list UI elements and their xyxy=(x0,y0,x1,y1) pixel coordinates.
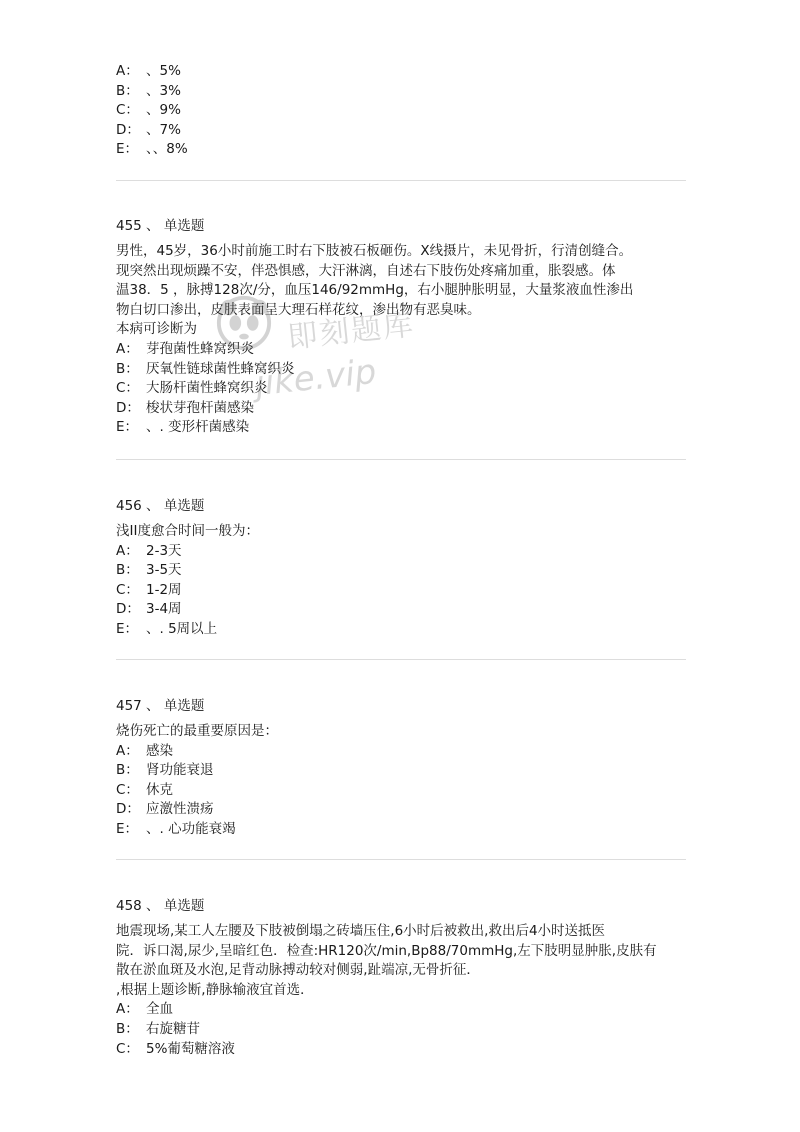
option-key: D： xyxy=(116,399,140,416)
option-text: 休克 xyxy=(146,781,173,798)
option-text: 3-5天 xyxy=(146,562,182,579)
option-key: A： xyxy=(116,742,139,759)
option-key: B： xyxy=(116,562,139,579)
option-key: E： xyxy=(116,419,139,436)
previous-question-options xyxy=(116,62,686,160)
stem-line: 烧伤死亡的最重要原因是： xyxy=(116,723,278,739)
option-key: A： xyxy=(116,1001,139,1018)
option-text: 感染 xyxy=(146,742,173,759)
option-b[interactable] xyxy=(116,360,686,380)
option-text: 、. 变形杆菌感染 xyxy=(146,419,250,436)
option-text: 、5% xyxy=(146,63,181,79)
option-key: C： xyxy=(116,781,139,798)
option-a[interactable] xyxy=(116,1000,686,1020)
divider xyxy=(116,659,686,660)
option-key: A： xyxy=(116,340,139,357)
option-text: 厌氧性链球菌性蜂窝织炎 xyxy=(146,360,295,377)
watermark-brand: 即刻题库 xyxy=(285,307,417,356)
option-row xyxy=(116,82,686,102)
stem-line: 温38．5 ，脉搏128次/分，血压146/92mmHg，右小腿肿胀明显，大量浆液血性渗出 xyxy=(116,282,634,299)
stem-line: 散在淤血斑及水泡,足背动脉搏动较对侧弱,趾端凉,无骨折征． xyxy=(116,962,480,979)
option-text: 应激性溃疡 xyxy=(146,801,214,818)
option-text: 、、8% xyxy=(146,141,188,158)
watermark-url: jike.vip xyxy=(253,351,379,405)
option-key: B： xyxy=(116,762,139,779)
divider xyxy=(116,859,686,860)
stem-line: 院．诉口渴,尿少,呈暗红色．检查:HR120次/min,Bp88/70mmHg,左下肢明显肿胀,皮肤有 xyxy=(116,942,657,959)
option-key: B： xyxy=(116,82,139,99)
stem-line: 地震现场,某工人左腰及下肢被倒塌之砖墙压住,6小时后被救出,救出后4小时送抵医 xyxy=(116,923,606,939)
option-d[interactable] xyxy=(116,800,686,820)
question-header: 456 、 单选题 xyxy=(116,498,205,514)
option-e[interactable] xyxy=(116,820,686,840)
question-456 xyxy=(116,496,686,640)
option-key: C： xyxy=(116,380,139,397)
option-c[interactable] xyxy=(116,379,686,399)
option-b[interactable] xyxy=(116,761,686,781)
option-e[interactable] xyxy=(116,620,686,640)
option-text: 芽孢菌性蜂窝织炎 xyxy=(146,340,254,357)
option-a[interactable] xyxy=(116,542,686,562)
option-c[interactable] xyxy=(116,581,686,601)
option-text: 1-2周 xyxy=(146,581,182,598)
divider xyxy=(116,459,686,460)
option-e[interactable] xyxy=(116,418,686,438)
option-c[interactable] xyxy=(116,781,686,801)
option-text: 肾功能衰退 xyxy=(146,762,214,779)
question-header: 458 、 单选题 xyxy=(116,898,205,914)
option-text: 大肠杆菌性蜂窝织炎 xyxy=(146,380,268,397)
option-row xyxy=(116,101,686,121)
option-text: 5%葡萄糖溶液 xyxy=(146,1040,235,1057)
option-text: 右旋糖苷 xyxy=(146,1020,200,1037)
option-text: 、. 心功能衰竭 xyxy=(146,820,236,837)
option-key: A： xyxy=(116,63,139,79)
option-d[interactable] xyxy=(116,399,686,419)
option-text: 、7% xyxy=(146,121,181,138)
option-b[interactable] xyxy=(116,1020,686,1040)
stem-line: 物白切口渗出，皮肤表面呈大理石样花纹，渗出物有恶臭味。 xyxy=(116,301,481,318)
option-row xyxy=(116,62,686,82)
option-a[interactable] xyxy=(116,340,686,360)
option-text: 、9% xyxy=(146,102,181,119)
option-d[interactable] xyxy=(116,600,686,620)
stem-line: 男性，45岁，36小时前施工时右下肢被石板砸伤。X线摄片，未见骨折，行清创缝合。 xyxy=(116,243,633,259)
option-key: D： xyxy=(116,601,140,618)
stem-line: 浅II度愈合时间一般为： xyxy=(116,523,259,539)
option-key: C： xyxy=(116,102,139,119)
option-key: D： xyxy=(116,121,140,138)
option-text: 梭状芽孢杆菌感染 xyxy=(146,399,254,416)
option-text: 2-3天 xyxy=(146,542,182,559)
question-457 xyxy=(116,696,686,840)
option-text: 全血 xyxy=(146,1001,173,1018)
question-header: 457 、 单选题 xyxy=(116,698,205,714)
option-b[interactable] xyxy=(116,561,686,581)
option-text: 、. 5周以上 xyxy=(146,620,218,637)
option-key: B： xyxy=(116,1020,139,1037)
stem-line: ,根据上题诊断,静脉输液宜首选． xyxy=(116,981,314,998)
question-stem xyxy=(116,522,686,542)
question-stem xyxy=(116,922,686,1000)
option-text: 3-4周 xyxy=(146,601,182,618)
stem-line: 本病可诊断为 xyxy=(116,321,197,338)
option-a[interactable] xyxy=(116,742,686,762)
question-stem xyxy=(116,242,686,340)
option-row xyxy=(116,140,686,160)
option-row xyxy=(116,121,686,141)
question-stem xyxy=(116,722,686,742)
option-key: E： xyxy=(116,820,139,837)
divider xyxy=(116,180,686,181)
option-c[interactable] xyxy=(116,1040,686,1060)
stem-line: 现突然出现烦躁不安，伴恐惧感，大汗淋漓，自述右下肢伤处疼痛加重，胀裂感。体 xyxy=(116,262,616,279)
option-key: C： xyxy=(116,1040,139,1057)
option-key: A： xyxy=(116,542,139,559)
question-458 xyxy=(116,896,686,1059)
option-key: E： xyxy=(116,620,139,637)
option-key: C： xyxy=(116,581,139,598)
option-key: E： xyxy=(116,141,139,158)
option-key: B： xyxy=(116,360,139,377)
question-header: 455 、 单选题 xyxy=(116,218,205,234)
question-455 xyxy=(116,216,686,438)
option-text: 、3% xyxy=(146,82,181,99)
option-key: D： xyxy=(116,801,140,818)
